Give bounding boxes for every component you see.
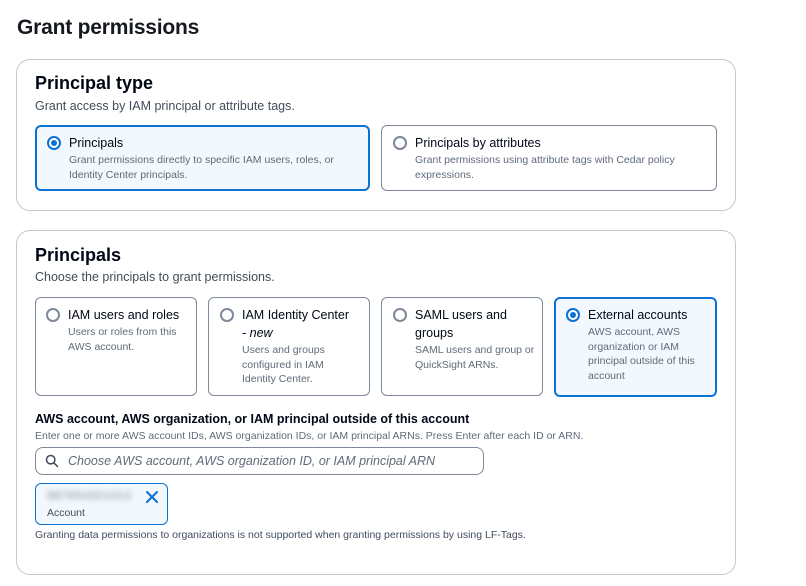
- option-description: AWS account, AWS organization or IAM principal outside of this account: [588, 326, 695, 382]
- radio-button-principals[interactable]: [47, 136, 61, 150]
- option-description: Users and groups configured in IAM Identity Center.: [242, 344, 325, 385]
- close-icon[interactable]: [145, 490, 159, 504]
- page-title: Grant permissions: [17, 16, 200, 39]
- search-icon: [45, 454, 59, 468]
- radio-button-saml[interactable]: [393, 308, 407, 322]
- option-label: Principals by attributes: [415, 136, 541, 150]
- principals-description: Choose the principals to grant permissions.: [35, 270, 275, 284]
- principals-option-iam-users-roles[interactable]: [35, 297, 197, 396]
- radio-button-attributes[interactable]: [393, 136, 407, 150]
- account-search-input[interactable]: [68, 451, 473, 471]
- radio-button-iam-users-roles[interactable]: [46, 308, 60, 322]
- principals-option-saml[interactable]: [381, 297, 543, 396]
- principal-type-option-principals[interactable]: [35, 125, 370, 191]
- option-label: Principals: [69, 136, 124, 150]
- principals-option-identity-center[interactable]: [208, 297, 370, 396]
- principals-title: Principals: [35, 245, 122, 265]
- account-field-hint: Enter one or more AWS account IDs, AWS organization IDs, or IAM principal ARNs. Press Enter after each ID or ARN.: [35, 430, 584, 442]
- account-token: [35, 483, 168, 525]
- option-label: External accounts: [588, 308, 688, 322]
- token-value: 987654321012: [47, 490, 133, 502]
- option-description: Users or roles from this AWS account.: [68, 326, 177, 353]
- principal-type-panel: [16, 59, 736, 211]
- token-type: Account: [47, 507, 85, 519]
- new-badge: - new: [242, 326, 273, 340]
- option-description: Grant permissions directly to specific IAM users, roles, or Identity Center principals.: [69, 154, 334, 181]
- option-description: Grant permissions using attribute tags with Cedar policy expressions.: [415, 154, 675, 181]
- principal-type-description: Grant access by IAM principal or attribute tags.: [35, 99, 295, 113]
- radio-button-identity-center[interactable]: [220, 308, 234, 322]
- option-label: SAML users and groups: [415, 308, 507, 340]
- lf-tags-footnote: Granting data permissions to organizations is not supported when granting permissions by using LF-Tags.: [35, 529, 526, 541]
- principals-panel: [16, 230, 736, 575]
- principals-option-external-accounts[interactable]: [554, 297, 717, 397]
- radio-button-external-accounts[interactable]: [566, 308, 580, 322]
- principal-type-title: Principal type: [35, 73, 154, 93]
- account-field-label: AWS account, AWS organization, or IAM principal outside of this account: [35, 412, 470, 426]
- principal-type-option-attributes[interactable]: [381, 125, 717, 191]
- account-search-box[interactable]: [35, 447, 484, 475]
- option-description: SAML users and group or QuickSight ARNs.: [415, 344, 535, 371]
- option-label: IAM users and roles: [68, 308, 180, 322]
- option-label: IAM Identity Center: [242, 308, 349, 322]
